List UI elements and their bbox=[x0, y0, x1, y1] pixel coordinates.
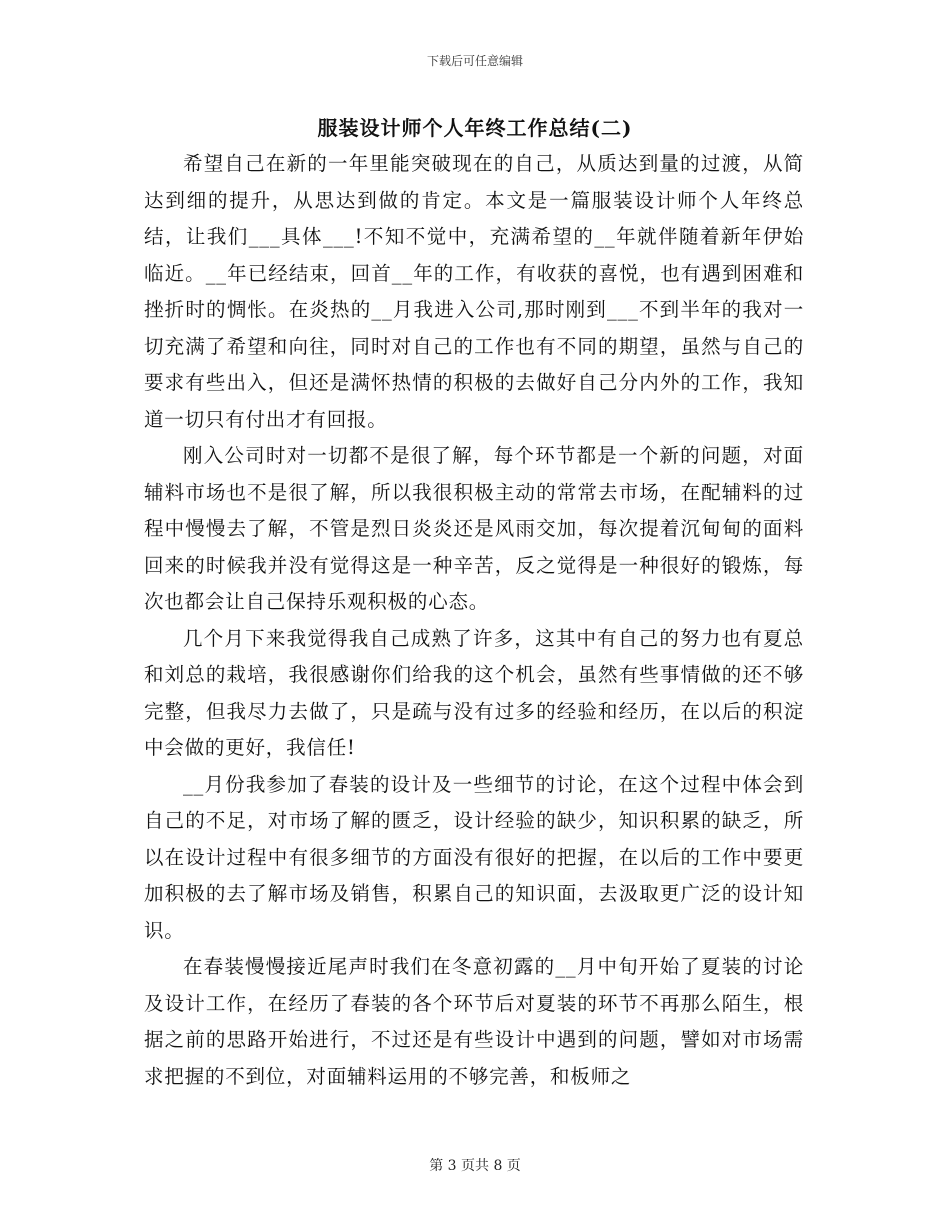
page-number: 第 3 页共 8 页 bbox=[429, 1158, 521, 1174]
paragraph: 刚入公司时对一切都不是很了解，每个环节都是一个新的问题，对面辅料市场也不是很了解，所以我很积极主动的常常去市场，在配辅料的过程中慢慢去了解，不管是烈日炎炎还是风雨交加，每次提着沉甸甸的面料回来的时候我并没有觉得这是一种辛苦，反之觉得是一种很好的锻炼，每次也都会让自己保持乐观积极的心态。 bbox=[144, 444, 804, 613]
paragraph: __月份我参加了春装的设计及一些细节的讨论，在这个过程中体会到自己的不足，对市场了解的匮乏，设计经验的缺少，知识积累的缺乏，所以在设计过程中有很多细节的方面没有很好的把握，在以后的工作中要更加积极的去了解市场及销售，积累自己的知识面，去汲取更广泛的设计知识。 bbox=[144, 772, 804, 942]
paragraph: 几个月下来我觉得我自己成熟了许多，这其中有自己的努力也有夏总和刘总的栽培，我很感谢你们给我的这个机会，虽然有些事情做的还不够完整，但我尽力去做了，只是疏与没有过多的经验和经历，在以后的积淀中会做的更好，我信任! bbox=[144, 626, 804, 759]
paragraph: 希望自己在新的一年里能突破现在的自己，从质达到量的过渡，从简达到细的提升，从思达到做的肯定。本文是一篇服装设计师个人年终总结，让我们___具体___!不知不觉中，充满希望的__年就伴随着新年伊始临近。__年已经结束，回首__年的工作，有收获的喜悦，也有遇到困难和挫折时的惆怅。在炎热的__月我进入公司,那时刚到___不到半年的我对一切充满了希望和向往，同时对自己的工作也有不同的期望，虽然与自己的要求有些出入，但还是满怀热情的积极的去做好自己分内外的工作，我知道一切只有付出才有回报。 bbox=[144, 152, 804, 431]
paragraph: 在春装慢慢接近尾声时我们在冬意初露的__月中旬开始了夏装的讨论及设计工作，在经历了春装的各个环节后对夏装的环节不再那么陌生，根据之前的思路开始进行，不过还是有些设计中遇到的问题，譬如对市场需求把握的不到位，对面辅料运用的不够完善，和板师之 bbox=[144, 955, 804, 1088]
document-body bbox=[144, 146, 804, 1095]
page-header-note: 下载后可任意编辑 bbox=[426, 54, 523, 68]
document-title: 服装设计师个人年终工作总结(二) bbox=[317, 116, 633, 140]
